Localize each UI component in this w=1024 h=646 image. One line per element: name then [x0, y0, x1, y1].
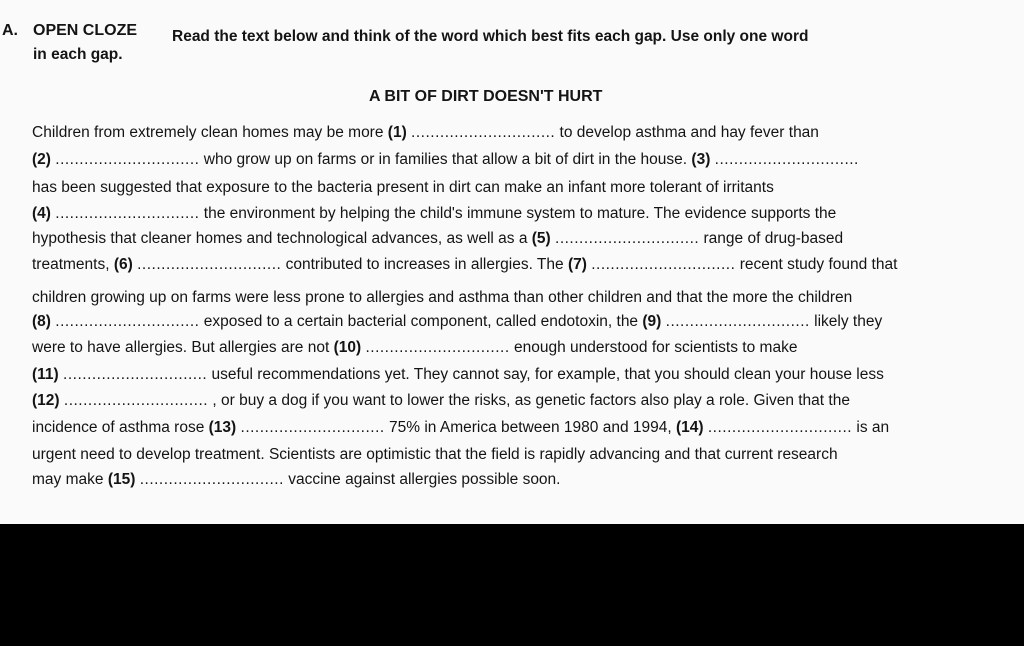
passage-text: recent study found that: [735, 256, 898, 273]
passage-text: exposed to a certain bacterial component, called endotoxin, the: [199, 313, 643, 330]
gap-number: (1): [387, 124, 407, 141]
gap-number: (12): [32, 392, 60, 409]
passage-text: , or buy a dog if you want to lower the risks, as genetic factors also play a role. Given that the: [208, 392, 850, 409]
gap-number: (5): [531, 230, 551, 247]
passage-text: who grow up on farms or in families that allow a bit of dirt in the house.: [199, 151, 692, 168]
passage-title: A BIT OF DIRT DOESN'T HURT: [369, 88, 603, 105]
gap-number: (6): [113, 256, 133, 273]
passage-line: [32, 205, 836, 223]
instructions-continued: in each gap.: [33, 46, 123, 63]
gap-blank: ..............................: [591, 256, 736, 273]
passage-text: is an: [852, 419, 890, 436]
gap-blank: ..............................: [365, 339, 510, 356]
passage-line: [32, 419, 889, 437]
passage-text: has been suggested that exposure to the bacteria present in dirt can make an infant more tolerant of irritants: [32, 179, 774, 196]
passage-text: urgent need to develop treatment. Scientists are optimistic that the field is rapidly advancing and that current research: [32, 446, 838, 463]
gap-blank: ..............................: [714, 151, 859, 168]
passage-text: range of drug-based: [699, 230, 844, 247]
gap-blank: ..............................: [139, 471, 284, 488]
passage-text: children growing up on farms were less prone to allergies and asthma than other children and that the more the children: [32, 289, 853, 306]
passage-line: [32, 151, 859, 169]
passage-line: [32, 366, 884, 384]
gap-number: (3): [691, 151, 711, 168]
passage-text: the environment by helping the child's immune system to mature. The evidence supports the: [199, 205, 837, 222]
passage-text: likely they: [809, 313, 883, 330]
gap-blank: ..............................: [55, 205, 200, 222]
section-name: OPEN CLOZE: [33, 22, 138, 39]
passage-line: [32, 392, 850, 410]
gap-number: (13): [208, 419, 237, 436]
passage-line: [32, 124, 819, 142]
passage-text: enough understood for scientists to make: [509, 339, 798, 356]
gap-number: (8): [32, 313, 51, 330]
passage-text: incidence of asthma rose: [32, 419, 209, 436]
passage-text: were to have allergies. But allergies are not: [32, 339, 334, 356]
passage-line: [32, 230, 843, 248]
passage-text: contributed to increases in allergies. The: [281, 256, 568, 273]
gap-blank: ..............................: [63, 366, 208, 383]
passage-line: [32, 339, 797, 357]
gap-blank: ..............................: [63, 392, 209, 409]
passage-text: hypothesis that cleaner homes and technological advances, as well as a: [32, 230, 532, 247]
passage-text: Children from extremely clean homes may be more: [32, 124, 388, 141]
passage-text: to develop asthma and hay fever than: [555, 124, 819, 141]
gap-number: (2): [32, 151, 51, 168]
gap-blank: ..............................: [411, 124, 556, 141]
black-border-area: [0, 524, 1024, 646]
passage-text: useful recommendations yet. They cannot say, for example, that you should clean your house less: [207, 366, 884, 383]
passage-text: treatments,: [32, 256, 114, 273]
gap-blank: ..............................: [240, 419, 385, 436]
gap-blank: ..............................: [55, 313, 200, 330]
gap-number: (11): [32, 366, 59, 383]
gap-number: (9): [642, 313, 662, 330]
gap-blank: ..............................: [707, 419, 853, 436]
gap-blank: ..............................: [55, 151, 200, 168]
passage-line: [32, 471, 560, 489]
passage-text: 75% in America between 1980 and 1994,: [384, 419, 676, 436]
gap-number: (15): [107, 471, 136, 488]
passage-line: [32, 289, 852, 307]
passage-line: [32, 179, 774, 197]
gap-number: (10): [333, 339, 362, 356]
passage-line: [32, 446, 838, 464]
gap-number: (14): [675, 419, 704, 436]
passage-line: [32, 313, 882, 331]
gap-blank: ..............................: [665, 313, 810, 330]
section-letter: A.: [2, 22, 18, 39]
passage-line: [32, 256, 897, 274]
passage-text: vaccine against allergies possible soon.: [283, 471, 561, 488]
instructions: Read the text below and think of the word which best fits each gap. Use only one word: [172, 28, 809, 45]
gap-blank: ..............................: [137, 256, 282, 273]
passage-text: may make: [32, 471, 108, 488]
gap-number: (4): [32, 205, 51, 222]
gap-blank: ..............................: [555, 230, 700, 247]
gap-number: (7): [567, 256, 587, 273]
